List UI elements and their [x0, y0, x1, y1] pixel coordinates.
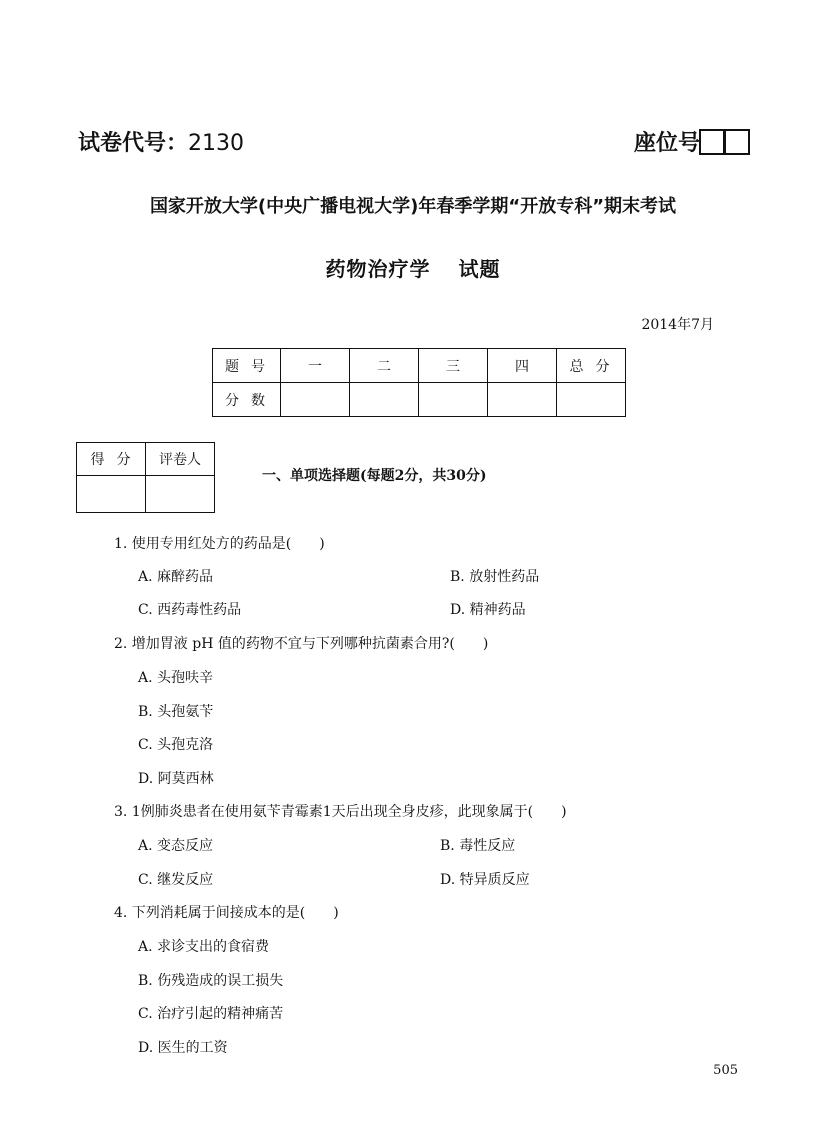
grader-name-cell[interactable]	[146, 476, 215, 513]
score-table-value-row	[213, 383, 626, 417]
exam-code-label: 试卷代号：	[78, 131, 189, 156]
exam-code-number: 2130	[188, 131, 245, 156]
grader-name-label: 评卷人	[146, 443, 215, 476]
option: D. 特异质反应	[440, 872, 530, 888]
subject-name: 药物治疗学	[325, 257, 431, 281]
subject-title	[0, 253, 826, 282]
score-table	[212, 348, 626, 417]
score-input-cell[interactable]	[419, 383, 488, 417]
score-table-header-row	[213, 349, 626, 383]
score-input-cell[interactable]	[350, 383, 419, 417]
score-cell-label: 分数	[213, 383, 281, 417]
seat-box-1[interactable]	[699, 129, 725, 155]
university-line: 国家开放大学(中央广播电视大学)年春季学期“开放专科”期末考试	[149, 196, 677, 217]
score-input-cell[interactable]	[488, 383, 557, 417]
score-cell: 一	[281, 349, 350, 383]
option: A. 求诊支出的食宿费	[138, 939, 270, 955]
score-cell-label: 题号	[213, 349, 281, 383]
grader-score-cell[interactable]	[77, 476, 146, 513]
option: D. 阿莫西林	[138, 771, 214, 787]
option: C. 继发反应	[138, 872, 214, 888]
option: B. 毒性反应	[440, 838, 516, 854]
option: B. 头孢氨苄	[138, 704, 214, 720]
seat-number	[634, 126, 750, 157]
score-input-cell[interactable]	[557, 383, 626, 417]
option: C. 西药毒性药品	[138, 602, 242, 618]
question-stem: 1. 使用专用红处方的药品是( )	[114, 536, 325, 552]
seat-number-label: 座位号	[633, 131, 700, 156]
grader-table	[76, 442, 215, 513]
option: C. 治疗引起的精神痛苦	[138, 1006, 284, 1022]
section-title: 一、单项选择题(每题2分，共30分)	[262, 468, 487, 484]
question-stem: 2. 增加胃液 pH 值的药物不宜与下列哪种抗菌素合用?( )	[114, 636, 489, 652]
grader-score-label: 得分	[77, 443, 146, 476]
option: C. 头孢克洛	[138, 737, 214, 753]
score-cell: 四	[488, 349, 557, 383]
option: D. 精神药品	[450, 602, 526, 618]
page-number: 505	[713, 1063, 738, 1078]
option: B. 伤残造成的误工损失	[138, 973, 284, 989]
score-input-cell[interactable]	[281, 383, 350, 417]
subject-suffix: 试题	[458, 257, 501, 281]
exam-date: 2014年7月	[641, 317, 714, 333]
option: B. 放射性药品	[450, 569, 540, 585]
score-cell: 二	[350, 349, 419, 383]
exam-code	[78, 126, 244, 157]
option: D. 医生的工资	[138, 1040, 228, 1056]
option: A. 麻醉药品	[138, 569, 214, 585]
question-stem: 3. 1例肺炎患者在使用氨苄青霉素1天后出现全身皮疹，此现象属于( )	[114, 804, 567, 820]
score-cell: 三	[419, 349, 488, 383]
seat-box-2[interactable]	[724, 129, 750, 155]
score-cell-total: 总分	[557, 349, 626, 383]
option: A. 头孢呋辛	[138, 670, 214, 686]
option: A. 变态反应	[138, 838, 214, 854]
question-stem: 4. 下列消耗属于间接成本的是( )	[114, 905, 339, 921]
